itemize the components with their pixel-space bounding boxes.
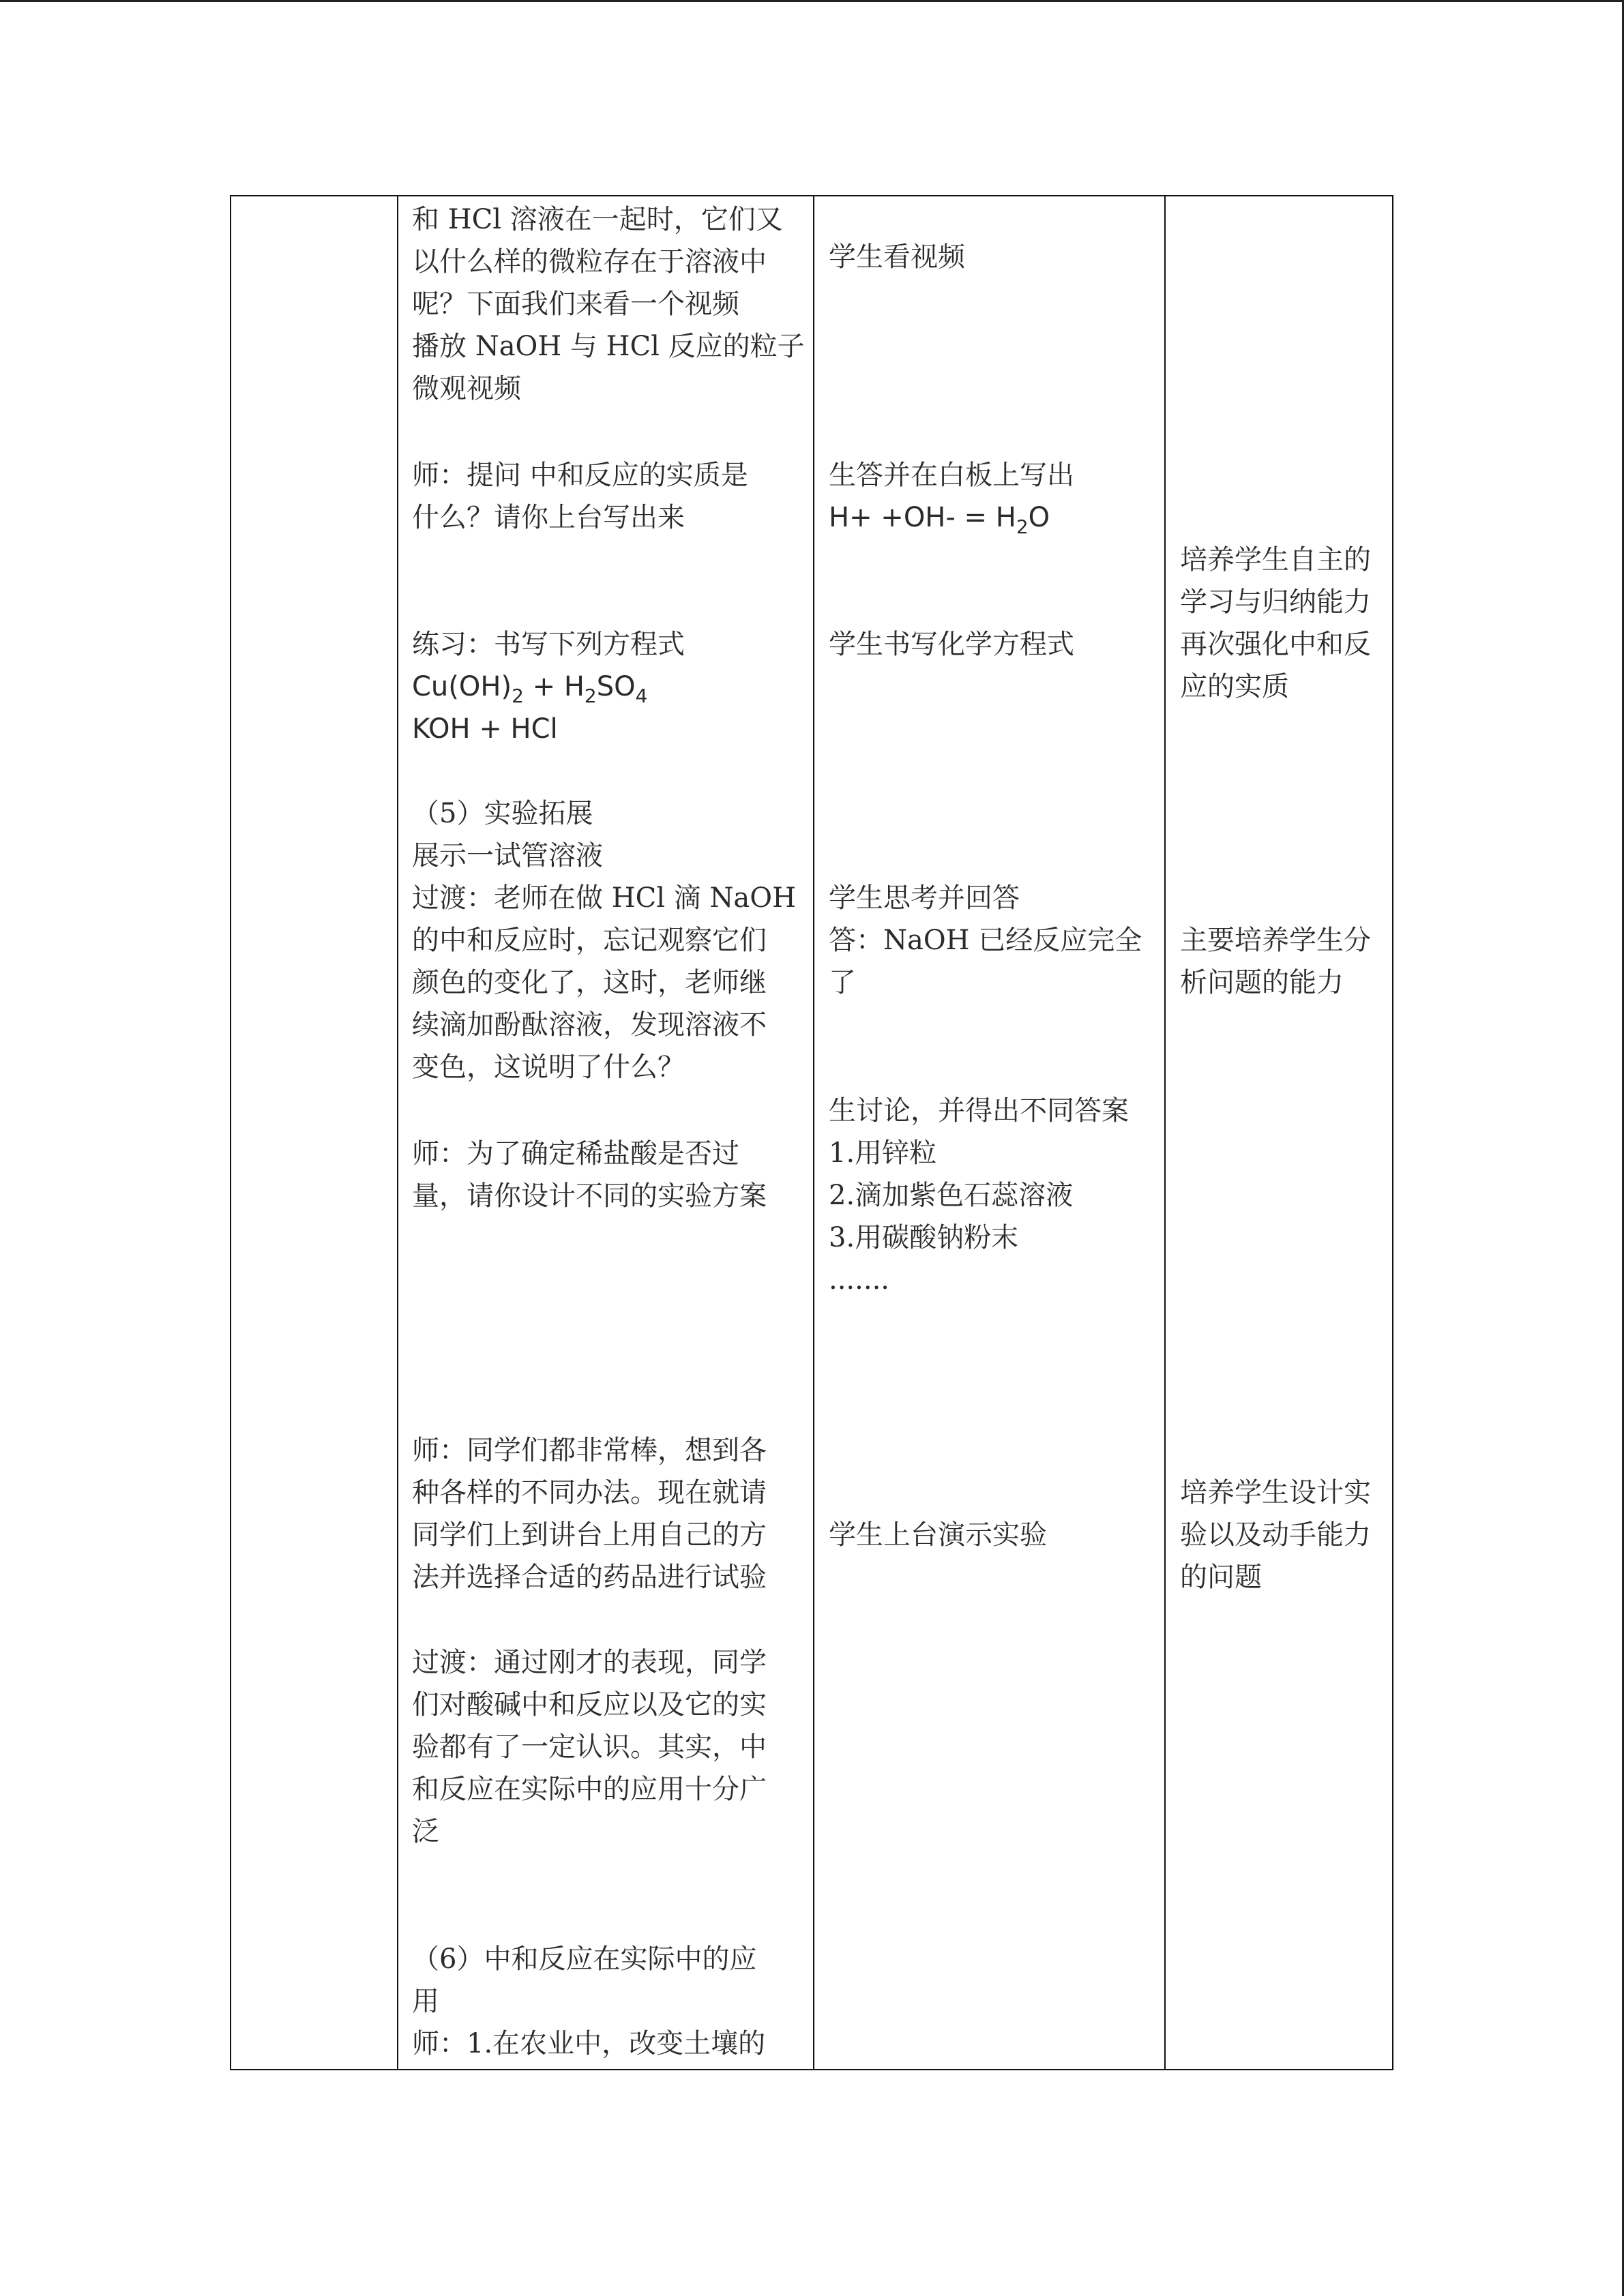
text-line: 续滴加酚酞溶液，发现溶液不 <box>412 1009 767 1041</box>
teacher-activity-column <box>412 196 808 2069</box>
equation-koh-hcl: KOH + HCl <box>412 713 558 745</box>
text-line: 什么？请你上台写出来 <box>412 502 685 533</box>
text-line: 验以及动手能力 <box>1180 1519 1371 1551</box>
text-line: 培养学生设计实 <box>1180 1477 1371 1508</box>
student-write-equations: 学生书写化学方程式 <box>829 629 1074 660</box>
teacher-block-experiment-extension <box>412 792 808 1088</box>
text-line: 呢？下面我们来看一个视频 <box>412 288 739 320</box>
text-line: 学生思考并回答 <box>829 882 1020 914</box>
design-intent-column <box>1180 196 1388 2069</box>
student-discussion-block <box>829 1090 1160 1301</box>
column-divider-1 <box>397 196 398 2069</box>
text-line: 微观视频 <box>412 373 521 404</box>
text-line: 培养学生自主的 <box>1180 544 1371 576</box>
teacher-block-question <box>412 454 808 539</box>
text-line: 以什么样的微粒存在于溶液中 <box>412 246 767 278</box>
text-line: 和反应在实际中的应用十分广 <box>412 1774 767 1805</box>
student-demo: 学生上台演示实验 <box>829 1519 1047 1551</box>
text-line: 播放 NaOH 与 HCl 反应的粒子 <box>412 331 805 362</box>
text-line: 再次强化中和反 <box>1180 629 1371 660</box>
text-line: 过渡：老师在做 HCl 滴 NaOH <box>412 882 796 914</box>
teacher-block-exercise <box>412 623 808 750</box>
teacher-block-praise <box>412 1429 808 1598</box>
teacher-block-transition <box>412 1641 808 1853</box>
intent-block-1 <box>1180 539 1388 708</box>
column-divider-3 <box>1164 196 1166 2069</box>
section-heading: （5）实验拓展 <box>412 798 593 829</box>
text-line: 过渡：通过刚才的表现，同学 <box>412 1647 767 1678</box>
text-line: 师：为了确定稀盐酸是否过 <box>412 1138 739 1169</box>
ionic-equation: $H+ +OH- = H_2O$ <box>829 502 1050 538</box>
text-line: 验都有了一定认识。其实，中 <box>412 1731 767 1763</box>
student-watch-video: 学生看视频 <box>829 241 965 273</box>
text-line: 析问题的能力 <box>1180 967 1344 998</box>
list-item: 3.用碳酸钠粉末 <box>829 1222 1019 1253</box>
text-line: 量，请你设计不同的实验方案 <box>412 1180 767 1212</box>
intent-block-2 <box>1180 919 1388 1004</box>
text-line: 法并选择合适的药品进行试验 <box>412 1562 767 1593</box>
text-line: 同学们上到讲台上用自己的方 <box>412 1519 767 1551</box>
text-line: 了 <box>829 967 856 998</box>
text-line: 师：1.在农业中，改变土壤的 <box>412 2028 766 2059</box>
student-answer-block <box>829 454 1160 539</box>
list-item: 2.滴加紫色石蕊溶液 <box>829 1180 1074 1211</box>
text-line: 师：同学们都非常棒，想到各 <box>412 1435 767 1466</box>
text-line: 的中和反应时，忘记观察它们 <box>412 925 767 956</box>
text-line: 的问题 <box>1180 1562 1262 1593</box>
list-item: 1.用锌粒 <box>829 1137 937 1169</box>
student-answer-title: 生答并在白板上写出 <box>829 460 1074 491</box>
column-divider-2 <box>813 196 814 2069</box>
text-line: 生讨论，并得出不同答案 <box>829 1095 1129 1127</box>
text-line: 应的实质 <box>1180 671 1289 702</box>
text-line: 主要培养学生分 <box>1180 925 1371 956</box>
text-line: 答：NaOH 已经反应完全 <box>829 925 1142 956</box>
page-top-border <box>0 0 1624 2</box>
list-item: ....... <box>829 1264 890 1296</box>
text-line: 用 <box>412 1986 439 2017</box>
text-line: 颜色的变化了，这时，老师继 <box>412 967 767 998</box>
exercise-title: 练习：书写下列方程式 <box>412 629 685 660</box>
text-line: 变色，这说明了什么？ <box>412 1052 685 1083</box>
text-line: 们对酸碱中和反应以及它的实 <box>412 1689 767 1720</box>
lesson-plan-table <box>230 195 1393 2070</box>
student-activity-column <box>829 196 1160 2069</box>
student-think-answer-block <box>829 877 1160 1004</box>
teacher-block-design <box>412 1133 808 1217</box>
text-line: 师：提问 中和反应的实质是 <box>412 460 748 491</box>
intent-block-3 <box>1180 1472 1388 1598</box>
text-line: 和 HCl 溶液在一起时，它们又 <box>412 204 783 235</box>
teacher-block-application <box>412 1938 808 2065</box>
text-line: 展示一试管溶液 <box>412 840 603 871</box>
text-line: 学习与归纳能力 <box>1180 586 1371 618</box>
equation-cuoh2-h2so4: $Cu(OH)_2 + H_2SO_4$ <box>412 671 648 707</box>
text-line: 泛 <box>412 1816 439 1847</box>
section-heading: （6）中和反应在实际中的应 <box>412 1943 757 1975</box>
teacher-block-video <box>412 198 808 410</box>
text-line: 种各样的不同办法。现在就请 <box>412 1477 767 1508</box>
stage-column <box>231 196 397 2069</box>
